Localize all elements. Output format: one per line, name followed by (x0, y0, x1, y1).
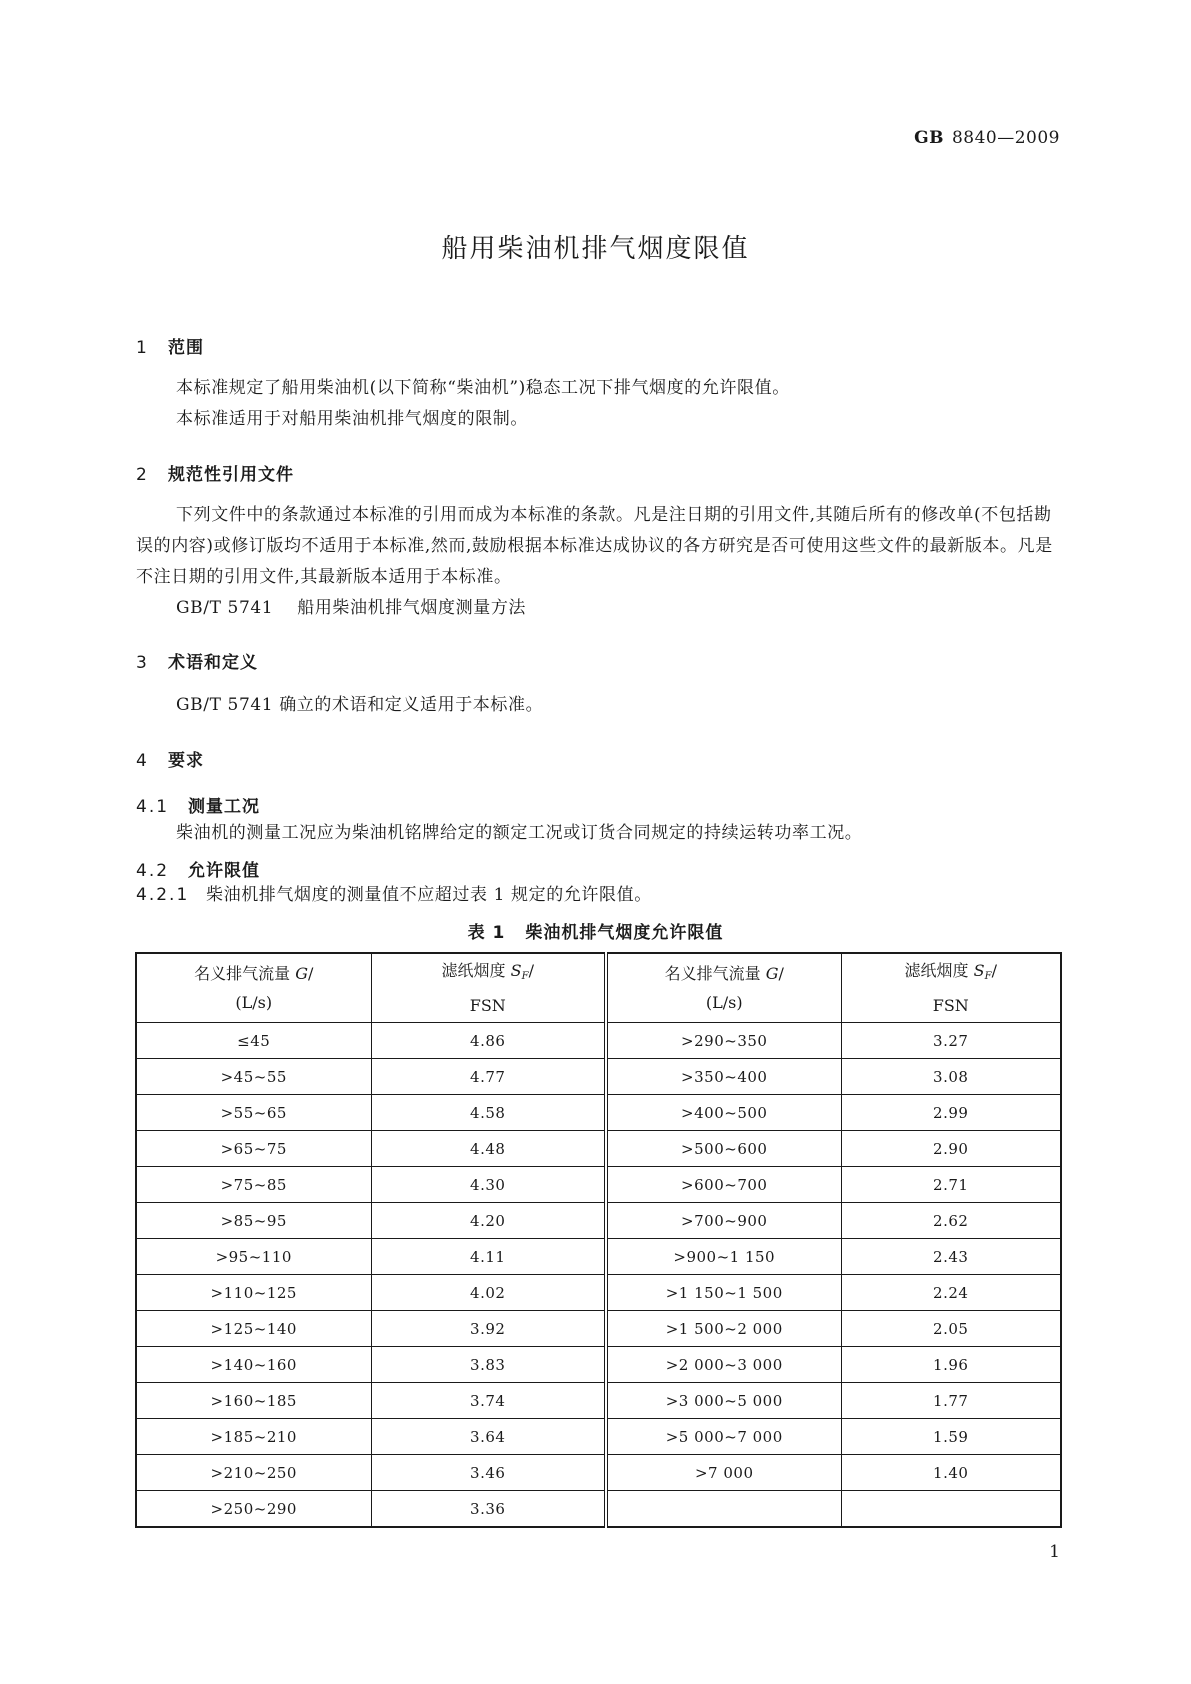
smoke-cell: 4.11 (371, 1239, 606, 1275)
smoke-limit-table (135, 952, 1062, 1528)
section-title: 规范性引用文件 (168, 465, 294, 485)
flow-cell: >700~900 (606, 1203, 841, 1239)
page-number: 1 (1049, 1542, 1060, 1562)
smoke-cell: 2.71 (841, 1167, 1061, 1203)
table-row (136, 1455, 1061, 1491)
section-3-heading (136, 648, 258, 673)
header-smoke-sub: F (521, 971, 529, 982)
flow-cell: >1 150~1 500 (606, 1275, 841, 1311)
section-title: 要求 (168, 751, 204, 771)
section-1-body (136, 373, 1060, 435)
smoke-cell: 2.90 (841, 1131, 1061, 1167)
section-title: 测量工况 (188, 797, 260, 817)
smoke-cell: 4.30 (371, 1167, 606, 1203)
section-4-1-body (136, 818, 1060, 849)
section-number: 4 (136, 751, 148, 771)
section-title: 术语和定义 (168, 653, 258, 673)
flow-cell: >290~350 (606, 1023, 841, 1059)
table-row (136, 1131, 1061, 1167)
paragraph: GB/T 5741 确立的术语和定义适用于本标准。 (176, 695, 544, 715)
flow-cell: >3 000~5 000 (606, 1383, 841, 1419)
header-flow (606, 953, 841, 1023)
smoke-cell: 3.46 (371, 1455, 606, 1491)
flow-cell: >185~210 (136, 1419, 371, 1455)
flow-cell: >45~55 (136, 1059, 371, 1095)
header-smoke-sub: F (984, 971, 992, 982)
section-4-heading (136, 746, 204, 771)
smoke-cell: 2.62 (841, 1203, 1061, 1239)
document-title: 船用柴油机排气烟度限值 (441, 234, 750, 264)
section-1-heading (136, 333, 204, 358)
flow-cell: >65~75 (136, 1131, 371, 1167)
header-smoke-var: S (510, 961, 522, 980)
flow-cell: >500~600 (606, 1131, 841, 1167)
flow-cell: >75~85 (136, 1167, 371, 1203)
flow-cell: >400~500 (606, 1095, 841, 1131)
smoke-cell: 4.02 (371, 1275, 606, 1311)
header-flow-unit: (L/s) (705, 993, 743, 1012)
paragraph: 柴油机的测量工况应为柴油机铭牌给定的额定工况或订货合同规定的持续运转功率工况。 (176, 823, 863, 843)
table-row (136, 1383, 1061, 1419)
table-row (136, 1059, 1061, 1095)
smoke-cell: 2.99 (841, 1095, 1061, 1131)
header-flow (136, 953, 371, 1023)
flow-cell: >95~110 (136, 1239, 371, 1275)
smoke-cell: 1.59 (841, 1419, 1061, 1455)
section-number: 3 (136, 653, 148, 673)
section-title: 范围 (168, 338, 204, 358)
smoke-cell: 4.58 (371, 1095, 606, 1131)
section-title: 允许限值 (188, 861, 260, 881)
smoke-cell (841, 1491, 1061, 1528)
paragraph: 下列文件中的条款通过本标准的引用而成为本标准的条款。凡是注日期的引用文件,其随后所有的修改单(不包括勘误的内容)或修订版均不适用于本标准,然而,鼓励根据本标准达成协议的各方研究是否可使用这些文件的最新版本。凡是不注日期的引用文件,其最新版本适用于本标准。 (136, 505, 1053, 587)
smoke-cell: 4.48 (371, 1131, 606, 1167)
smoke-cell: 3.92 (371, 1311, 606, 1347)
table-title: 柴油机排气烟度允许限值 (525, 923, 724, 943)
normative-reference (136, 593, 1060, 624)
section-number: 4.2 (136, 861, 170, 881)
smoke-cell: 1.40 (841, 1455, 1061, 1491)
smoke-cell: 3.74 (371, 1383, 606, 1419)
header-flow-var: G (295, 964, 308, 983)
header-flow-unit: (L/s) (235, 993, 273, 1012)
table-row (136, 1239, 1061, 1275)
paragraph: 本标准适用于对船用柴油机排气烟度的限制。 (176, 409, 528, 429)
flow-cell: >900~1 150 (606, 1239, 841, 1275)
smoke-cell: 3.27 (841, 1023, 1061, 1059)
flow-cell: >160~185 (136, 1383, 371, 1419)
reference-title: 船用柴油机排气烟度测量方法 (297, 598, 527, 618)
flow-cell: >140~160 (136, 1347, 371, 1383)
table-row (136, 1419, 1061, 1455)
flow-cell: >55~65 (136, 1095, 371, 1131)
table-row (136, 1311, 1061, 1347)
flow-cell: >210~250 (136, 1455, 371, 1491)
clause-number: 4.2.1 (136, 885, 190, 905)
smoke-cell: 4.20 (371, 1203, 606, 1239)
header-smoke-unit: FSN (932, 996, 969, 1015)
header-flow-var: G (765, 964, 779, 983)
table-row (136, 1023, 1061, 1059)
table-number: 表 1 (467, 923, 506, 943)
smoke-cell: 2.24 (841, 1275, 1061, 1311)
paragraph: 本标准规定了船用柴油机(以下简称“柴油机”)稳态工况下排气烟度的允许限值。 (176, 378, 790, 398)
clause-4-2-1 (136, 880, 1060, 911)
header-smoke-label: 滤纸烟度 (441, 961, 506, 980)
header-smoke (371, 953, 606, 1023)
flow-cell: >350~400 (606, 1059, 841, 1095)
table-header-row (136, 953, 1061, 1023)
smoke-cell: 3.64 (371, 1419, 606, 1455)
header-slash: / (308, 964, 314, 983)
table-row (136, 1491, 1061, 1528)
section-2-body (136, 500, 1060, 624)
header-smoke-label: 滤纸烟度 (904, 961, 969, 980)
header-flow-label: 名义排气流量 (664, 964, 761, 983)
table-row (136, 1275, 1061, 1311)
standard-code: 8840—2009 (951, 128, 1060, 148)
header-slash: / (991, 961, 997, 980)
section-number: 2 (136, 465, 148, 485)
table-row (136, 1095, 1061, 1131)
smoke-cell: 3.83 (371, 1347, 606, 1383)
smoke-cell: 1.77 (841, 1383, 1061, 1419)
smoke-cell: 2.05 (841, 1311, 1061, 1347)
flow-cell: >1 500~2 000 (606, 1311, 841, 1347)
flow-cell: >85~95 (136, 1203, 371, 1239)
flow-cell: >250~290 (136, 1491, 371, 1528)
section-3-body (136, 690, 1060, 721)
section-4-1-heading (136, 792, 260, 817)
smoke-cell: 2.43 (841, 1239, 1061, 1275)
table-caption (0, 918, 1191, 943)
table-row (136, 1167, 1061, 1203)
flow-cell: >125~140 (136, 1311, 371, 1347)
flow-cell: >2 000~3 000 (606, 1347, 841, 1383)
header-slash: / (528, 961, 534, 980)
flow-cell: >600~700 (606, 1167, 841, 1203)
flow-cell (606, 1491, 841, 1528)
standard-number (914, 128, 1060, 148)
smoke-cell: 3.08 (841, 1059, 1061, 1095)
section-number: 4.1 (136, 797, 170, 817)
header-smoke-unit: FSN (469, 996, 506, 1015)
header-flow-label: 名义排气流量 (194, 964, 291, 983)
flow-cell: >7 000 (606, 1455, 841, 1491)
header-smoke-var: S (973, 961, 985, 980)
smoke-cell: 4.86 (371, 1023, 606, 1059)
table-row (136, 1203, 1061, 1239)
flow-cell: ≤45 (136, 1023, 371, 1059)
smoke-cell: 4.77 (371, 1059, 606, 1095)
clause-text: 柴油机排气烟度的测量值不应超过表 1 规定的允许限值。 (206, 885, 652, 905)
smoke-cell: 3.36 (371, 1491, 606, 1528)
reference-code: GB/T 5741 (176, 598, 274, 618)
standard-prefix: GB (914, 128, 944, 148)
header-slash: / (778, 964, 784, 983)
section-number: 1 (136, 338, 148, 358)
smoke-cell: 1.96 (841, 1347, 1061, 1383)
table-row (136, 1347, 1061, 1383)
section-2-heading (136, 460, 294, 485)
header-smoke (841, 953, 1061, 1023)
section-4-2-heading (136, 856, 260, 881)
flow-cell: >110~125 (136, 1275, 371, 1311)
flow-cell: >5 000~7 000 (606, 1419, 841, 1455)
